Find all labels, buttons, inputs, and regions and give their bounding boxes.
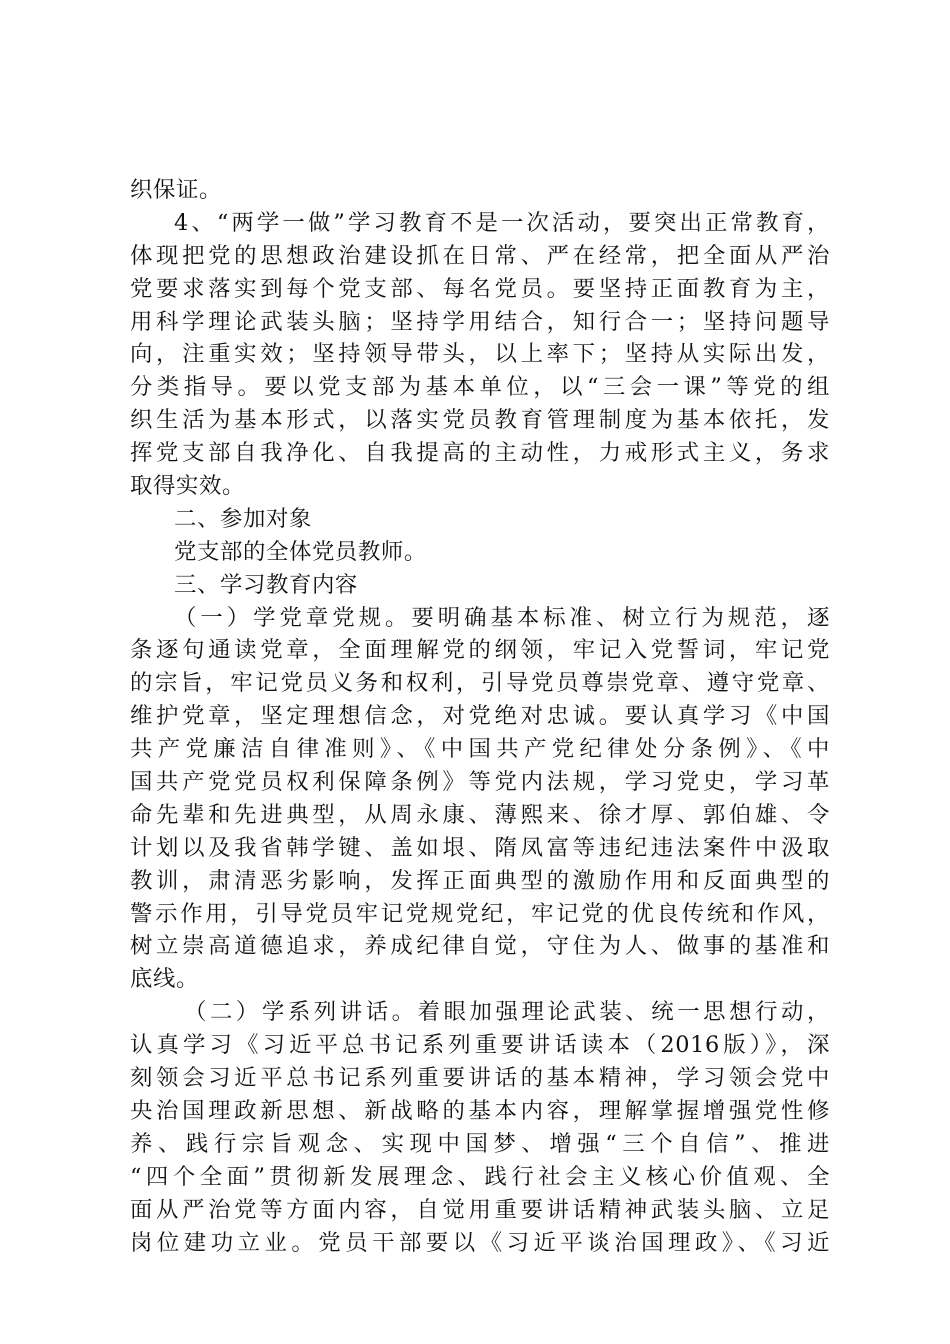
text-line: 条逐句通读党章，全面理解党的纲领，牢记入党誓词，牢记党	[130, 637, 830, 664]
text-line: 刻领会习近平总书记系列重要讲话的基本精神，学习领会党中	[130, 1065, 830, 1092]
text-line: 底线。	[130, 966, 199, 993]
text-line: 共产党廉洁自律准则》、《中国共产党纪律处分条例》、《中	[130, 736, 830, 763]
text-line-paragraph-4-start: 4、“两学一做”学习教育不是一次活动，要突出正常教育，	[174, 209, 830, 236]
text-line: 取得实效。	[130, 473, 245, 500]
text-line: 教训，肃清恶劣影响，发挥正面典型的激励作用和反面典型的	[130, 867, 830, 894]
subsection-heading-speeches: （二）学系列讲话。着眼加强理论武装、统一思想行动，	[184, 999, 830, 1026]
section-heading-content: 三、学习教育内容	[174, 571, 358, 598]
text-line: 央治国理政新思想、新战略的基本内容，理解掌握增强党性修	[130, 1097, 830, 1124]
text-line: 树立崇高道德追求，养成纪律自觉，守住为人、做事的基准和	[130, 933, 830, 960]
section-heading-participants: 二、参加对象	[174, 505, 312, 532]
text-line: 国共产党党员权利保障条例》等党内法规，学习党史，学习革	[130, 769, 830, 796]
text-line: 的宗旨，牢记党员义务和权利，引导党员尊崇党章、遵守党章、	[130, 670, 830, 697]
text-line: 维护党章，坚定理想信念，对党绝对忠诚。要认真学习《中国	[130, 703, 830, 730]
text-line: 分类指导。要以党支部为基本单位，以“三会一课”等党的组	[130, 374, 830, 401]
text-line: 用科学理论武装头脑；坚持学用结合，知行合一；坚持问题导	[130, 308, 830, 335]
text-line: 体现把党的思想政治建设抓在日常、严在经常，把全面从严治	[130, 242, 830, 269]
subsection-heading-party-rules: （一）学党章党规。要明确基本标准、树立行为规范，逐	[174, 604, 830, 631]
text-line: 织保证。	[130, 177, 222, 203]
text-line: 党支部的全体党员教师。	[174, 538, 427, 565]
text-line: 岗位建功立业。党员干部要以《习近平谈治国理政》、《习近	[130, 1229, 830, 1256]
text-line: 党要求落实到每个党支部、每名党员。要坚持正面教育为主，	[130, 275, 830, 302]
text-line: 认真学习《习近平总书记系列重要讲话读本（2016版）》，深	[130, 1032, 830, 1059]
text-line: “四个全面”贯彻新发展理念、践行社会主义核心价值观、全	[130, 1163, 830, 1190]
text-line: 挥党支部自我净化、自我提高的主动性，力戒形式主义，务求	[130, 440, 830, 467]
text-line: 面从严治党等方面内容，自觉用重要讲话精神武装头脑、立足	[130, 1196, 830, 1223]
text-line: 警示作用，引导党员牢记党规党纪，牢记党的优良传统和作风，	[130, 900, 830, 927]
text-line: 养、践行宗旨观念、实现中国梦、增强“三个自信”、推进	[130, 1130, 830, 1157]
text-line: 计划以及我省韩学键、盖如垠、隋凤富等违纪违法案件中汲取	[130, 834, 830, 861]
text-line: 织生活为基本形式，以落实党员教育管理制度为基本依托，发	[130, 407, 830, 434]
text-line: 命先辈和先进典型，从周永康、薄熙来、徐才厚、郭伯雄、令	[130, 801, 830, 828]
text-line: 向，注重实效；坚持领导带头，以上率下；坚持从实际出发，	[130, 341, 830, 368]
document-body	[130, 174, 830, 1259]
